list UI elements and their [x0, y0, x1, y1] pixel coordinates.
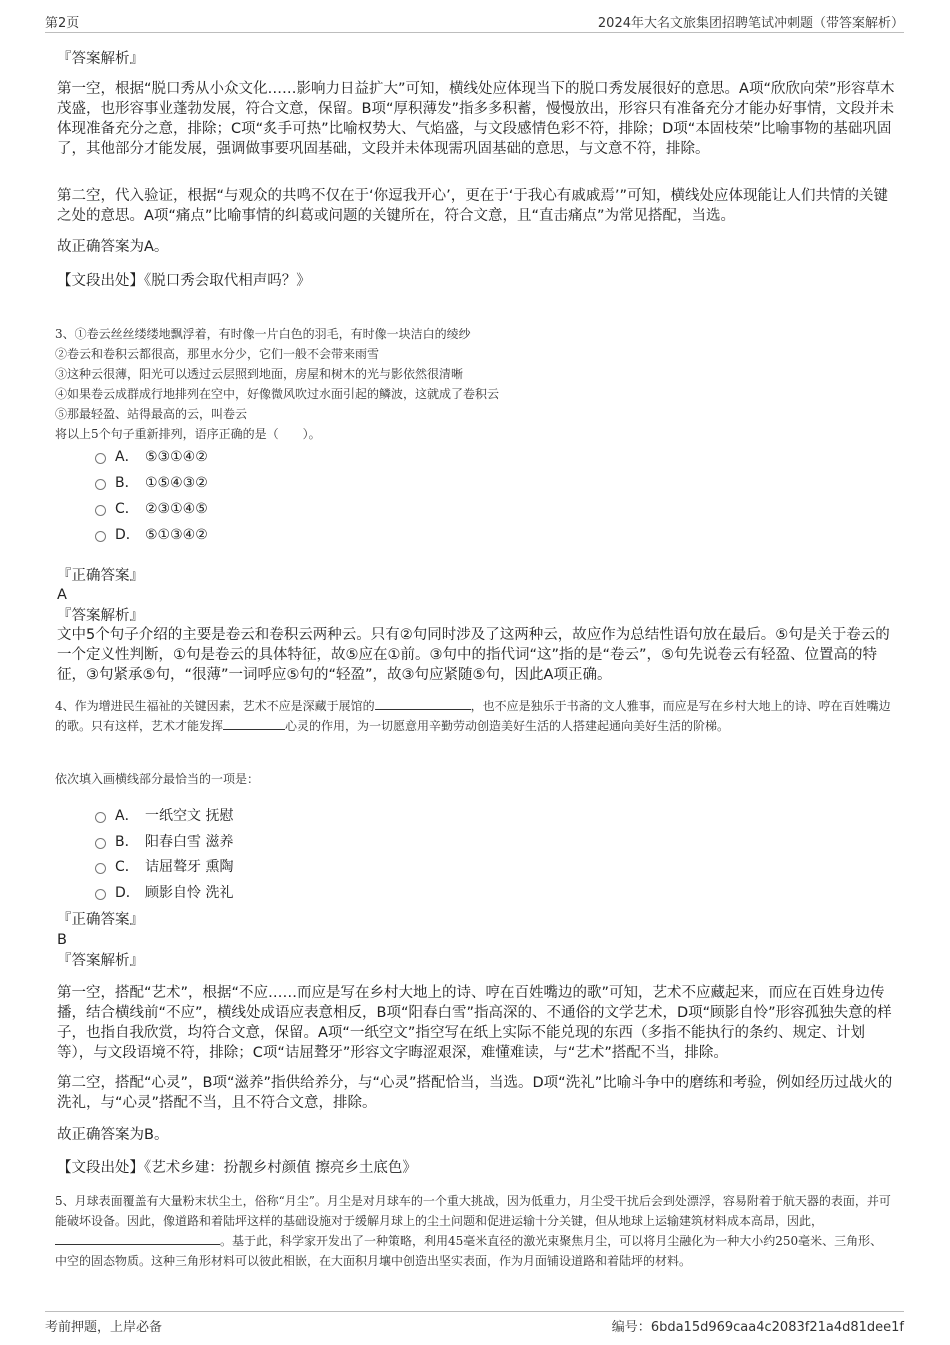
- q2-analysis-paragraph-2: 第二空，代入验证，根据“与观众的共鸣不仅在于‘你逗我开心’，更在于‘于我心有戚戚焉’”可知，横线处应体现能让人们共情的关键之处的意思。A项“痛点”比喻事情的纠葛或问题的关键所在，符合文意，且“直击痛点”为常见搭配，当选。: [57, 188, 888, 224]
- q3-analysis: 文中5个句子介绍的主要是卷云和卷积云两种云。只有②句同时涉及了这两种云，故应作为总结性语句放在最后。⑤句是关于卷云的一个定义性判断，①句是卷云的具体特征，故⑤应在①前。③句中的指代词“这”指的是“卷云”，⑤句先说卷云有轻盈、位置高的特征，③句紧承⑤句，“很薄”一词呼应⑤句的“轻盈”，故③句应紧随⑤句，因此A项正确。: [57, 627, 890, 683]
- q3-line: ④如果卷云成群成行地排列在空中，好像微风吹过水面引起的鳞波，这就成了卷积云: [55, 387, 500, 401]
- q4-analysis-paragraph-1: 第一空，搭配“艺术”，根据“不应……而应是写在乡村大地上的诗、哼在百姓嘴边的歌”可知，艺术不应藏起来，而应在百姓身边传播，结合横线前“不应”，横线处成语应表意相反，B项“阳春白雪”指高深的、不通俗的文学艺术，D项“顾影自怜”形容孤独失意的样子，也指自我欣赏，均符合文意，保留。A项“一纸空文”指空写在纸上实际不能兑现的东西（多指不能执行的条约、规定、计划等），与文段语境不符，排除；C项“诘屈聱牙”形容文字晦涩艰深，难懂难读，与“艺术”搭配不当，排除。: [57, 985, 892, 1061]
- radio-button-icon[interactable]: [95, 863, 106, 874]
- q4-answer: B: [57, 932, 67, 948]
- fill-blank-1: [375, 696, 471, 710]
- fill-blank-2: [223, 716, 285, 730]
- q2-source: [57, 271, 895, 291]
- source-label: 【文段出处】: [57, 1160, 144, 1176]
- page-header: [45, 10, 904, 33]
- fill-blank-1: [55, 1231, 220, 1245]
- q3-line: 3、①卷云丝丝缕缕地飘浮着，有时像一片白色的羽毛，有时像一块洁白的绫纱: [55, 327, 471, 341]
- q3-answer: A: [57, 587, 67, 603]
- q4-conclusion: 故正确答案为B。: [57, 1127, 169, 1143]
- page-footer: [45, 1311, 904, 1336]
- q3-question: 将以上5个句子重新排列，语序正确的是（ ）。: [55, 427, 321, 441]
- q2-conclusion: 故正确答案为A。: [57, 239, 169, 255]
- radio-button-icon[interactable]: [95, 531, 106, 542]
- q3-line: ⑤那最轻盈、站得最高的云，叫卷云: [55, 407, 248, 421]
- footer-slogan: 考前押题，上岸必备: [45, 1320, 163, 1335]
- radio-button-icon[interactable]: [95, 838, 106, 849]
- q5-stem: 5、月球表面覆盖有大量粉末状尘土，俗称“月尘”。月尘是对月球车的一个重大挑战，因为低重力，月尘受干扰后会到处漂浮，容易附着于航天器的表面，并可能破坏设备。因此，像道路和着陆坪这样的基础设施对于缓解月球上的尘土问题和促进运输十分关键，但从地球上运输建筑材料成本高昂，因此，。基于此，科学家开发出了一种策略，利用45毫米直径的激光束聚焦月尘，可以将月尘融化为一种大小约250毫米、三角形、中空的固态物质。这种三角形材料可以彼此相嵌，在大面积月壤中创造出坚实表面，作为月面铺设道路和着陆坪的材料。: [55, 1194, 891, 1268]
- q4-prompt: 依次填入画横线部分最恰当的一项是：: [55, 772, 260, 786]
- q2-analysis-heading: 『答案解析』: [57, 51, 144, 67]
- q4-answer-heading: 『正确答案』: [57, 912, 144, 928]
- document-title: 2024年大名文旅集团招聘笔试冲刺题（带答案解析）: [597, 16, 904, 31]
- radio-button-icon[interactable]: [95, 479, 106, 490]
- source-title: 《脱口秀会取代相声吗？》: [144, 273, 311, 289]
- q2-analysis-paragraph-1: 第一空，根据“脱口秀从小众文化……影响力日益扩大”可知，横线处应体现当下的脱口秀发展很好的意思。A项“欣欣向荣”形容草木茂盛，也形容事业蓬勃发展，符合文意，保留。B项“厚积薄发”指多多积蓄，慢慢放出，形容只有准备充分才能办好事情，文段并未体现准备充分之意，排除；C项“炙手可热”比喻权势大、气焰盛，与文段感情色彩不符，排除；D项“本固枝荣”比喻事物的基础巩固了，其他部分才能发展，强调做事要巩固基础，文段并未体现需巩固基础的意思，与文意不符，排除。: [57, 81, 895, 157]
- page-number: 第2页: [45, 16, 80, 31]
- q4-analysis-heading: 『答案解析』: [57, 953, 144, 969]
- q4-source: [57, 1158, 895, 1178]
- q3-answer-heading: 『正确答案』: [57, 568, 144, 584]
- radio-button-icon[interactable]: [95, 505, 106, 516]
- document-serial: 编号：6bda15d969caa4c2083f21a4d81dee1f: [611, 1320, 904, 1335]
- q3-stem: [55, 324, 893, 444]
- source-title: 《艺术乡建：扮靓乡村颜值 擦亮乡土底色》: [144, 1160, 417, 1176]
- q3-line: ③这种云很薄，阳光可以透过云层照到地面，房屋和树木的光与影依然很清晰: [55, 367, 464, 381]
- radio-button-icon[interactable]: [95, 453, 106, 464]
- q4-stem: 4、作为增进民生福祉的关键因素，艺术不应是深藏于展馆的 ，也不应是独乐于书斋的文人雅事，而应是写在乡村大地上的诗、哼在百姓嘴边的歌。只有这样，艺术才能发挥 心灵的作用，为一切愿意用辛勤劳动创造美好生活的人搭建起通向美好生活的阶梯。: [55, 696, 893, 736]
- radio-button-icon[interactable]: [95, 812, 106, 823]
- radio-button-icon[interactable]: [95, 889, 106, 900]
- q3-analysis-heading: 『答案解析』: [57, 608, 144, 624]
- q4-analysis-paragraph-2: 第二空，搭配“心灵”，B项“滋养”指供给养分，与“心灵”搭配恰当，当选。D项“洗礼”比喻斗争中的磨练和考验，例如经历过战火的洗礼，与“心灵”搭配不当，且不符合文意，排除。: [57, 1075, 893, 1111]
- source-label: 【文段出处】: [57, 273, 144, 289]
- q3-line: ②卷云和卷积云都很高，那里水分少，它们一般不会带来雨雪: [55, 347, 380, 361]
